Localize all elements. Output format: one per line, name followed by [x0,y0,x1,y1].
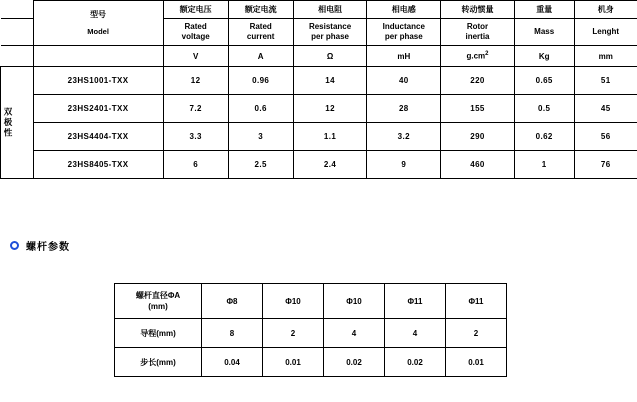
spec-cell-length: 76 [574,151,637,179]
spec-unit-row [1,46,637,67]
screw-cell-step-1: 0.04 [202,348,263,377]
spec-cell-resistance: 2.4 [293,151,367,179]
spec-cell-resistance: 1.1 [293,123,367,151]
spec-header-inertia-en [441,19,515,46]
spec-cell-inertia: 460 [441,151,515,179]
screw-cell-diameter-3: Φ10 [324,284,385,319]
spec-header-inductance-en [367,19,441,46]
screw-cell-lead-4: 4 [385,319,446,348]
spec-corner-cell-2 [1,19,34,46]
section-heading [10,238,70,253]
screw-cell-step-2: 0.01 [263,348,324,377]
spec-corner-cell [1,1,34,19]
spec-corner-cell-3 [1,46,34,67]
spec-side-label: 双极性 [3,106,13,139]
screw-cell-lead-1: 8 [202,319,263,348]
spec-cell-inductance: 3.2 [367,123,441,151]
spec-cell-mass: 0.5 [514,95,574,123]
spec-header-current-en-l2: current [246,32,275,41]
spec-header-row-cn [1,1,637,19]
spec-header-inertia-en-l1: Rotor [466,22,489,31]
table-row [115,319,507,348]
spec-cell-voltage: 12 [163,67,228,95]
spec-header-resistance-en [293,19,367,46]
spec-side-label-cell [1,67,34,179]
spec-cell-inductance: 28 [367,95,441,123]
screw-row-label-diameter [115,284,202,319]
spec-cell-length: 45 [574,95,637,123]
screw-cell-lead-5: 2 [446,319,507,348]
spec-header-inertia-en-l2: inertia [465,32,490,41]
spec-cell-model: 23HS4404-TXX [33,123,163,151]
table-row [115,284,507,319]
spec-header-resistance-en-l1: Resistance [308,22,352,31]
screw-cell-step-4: 0.02 [385,348,446,377]
spec-unit-model [33,46,163,67]
table-row [115,348,507,377]
screw-cell-lead-2: 2 [263,319,324,348]
screw-row-label-diameter-l2: (mm) [148,302,168,311]
spec-cell-inductance: 9 [367,151,441,179]
spec-header-model [33,1,163,46]
spec-cell-resistance: 14 [293,67,367,95]
spec-header-length-cn: 机身 [574,1,637,19]
spec-header-inductance-cn: 相电感 [367,1,441,19]
spec-header-inductance-en-l1: Inductance [382,22,425,31]
spec-unit-voltage: V [163,46,228,67]
spec-cell-voltage: 7.2 [163,95,228,123]
spec-cell-voltage: 3.3 [163,123,228,151]
spec-header-mass-cn: 重量 [514,1,574,19]
spec-unit-inertia-base: g.cm [466,51,486,61]
screw-cell-diameter-4: Φ11 [385,284,446,319]
spec-cell-mass: 1 [514,151,574,179]
screw-cell-step-3: 0.02 [324,348,385,377]
spec-cell-current: 0.96 [228,67,293,95]
spec-unit-resistance: Ω [293,46,367,67]
table-row [1,67,637,95]
spec-header-mass-en: Mass [514,19,574,46]
spec-cell-voltage: 6 [163,151,228,179]
motor-spec-table [0,0,637,179]
spec-cell-inertia: 155 [441,95,515,123]
spec-header-voltage-en-l2: voltage [181,32,210,41]
spec-cell-inertia: 220 [441,67,515,95]
spec-header-resistance-en-l2: per phase [311,32,349,41]
spec-header-current-en-l1: Rated [249,22,272,31]
spec-header-current-cn: 额定电流 [228,1,293,19]
spec-header-inductance-en-l2: per phase [384,32,423,41]
screw-cell-diameter-2: Φ10 [263,284,324,319]
spec-unit-inertia [441,46,515,67]
screw-cell-diameter-1: Φ8 [202,284,263,319]
spec-header-inertia-cn: 转动惯量 [441,1,515,19]
spec-header-current-en [228,19,293,46]
spec-header-model-en: Model [87,27,109,36]
table-row [1,95,637,123]
spec-cell-model: 23HS2401-TXX [33,95,163,123]
screw-cell-lead-3: 4 [324,319,385,348]
spec-header-voltage-en-l1: Rated [184,22,207,31]
spec-cell-inductance: 40 [367,67,441,95]
bullet-icon [10,241,19,250]
screw-cell-diameter-5: Φ11 [446,284,507,319]
spec-unit-inertia-sup: 2 [485,51,489,58]
spec-unit-mass: Kg [514,46,574,67]
spec-unit-length: mm [574,46,637,67]
screw-row-label-diameter-l1: 螺杆直径ΦA [135,291,181,300]
spec-table-container [0,0,637,179]
table-row [1,123,637,151]
screw-parameter-table [114,283,507,377]
spec-cell-mass: 0.62 [514,123,574,151]
spec-header-voltage-en [163,19,228,46]
spec-header-model-cn: 型号 [90,10,107,19]
screw-table-container [114,283,507,377]
spec-cell-length: 51 [574,67,637,95]
spec-cell-current: 2.5 [228,151,293,179]
spec-header-length-en: Lenght [574,19,637,46]
screw-row-label-step: 步长(mm) [115,348,202,377]
spec-cell-length: 56 [574,123,637,151]
spec-cell-current: 0.6 [228,95,293,123]
spec-header-voltage-cn: 额定电压 [163,1,228,19]
spec-cell-resistance: 12 [293,95,367,123]
table-row [1,151,637,179]
screw-cell-step-5: 0.01 [446,348,507,377]
spec-cell-current: 3 [228,123,293,151]
spec-cell-mass: 0.65 [514,67,574,95]
section-title: 螺杆参数 [26,242,70,253]
spec-cell-model: 23HS8405-TXX [33,151,163,179]
spec-header-resistance-cn: 相电阻 [293,1,367,19]
spec-cell-inertia: 290 [441,123,515,151]
spec-unit-inductance: mH [367,46,441,67]
screw-row-label-lead: 导程(mm) [115,319,202,348]
spec-cell-model: 23HS1001-TXX [33,67,163,95]
spec-unit-current: A [228,46,293,67]
